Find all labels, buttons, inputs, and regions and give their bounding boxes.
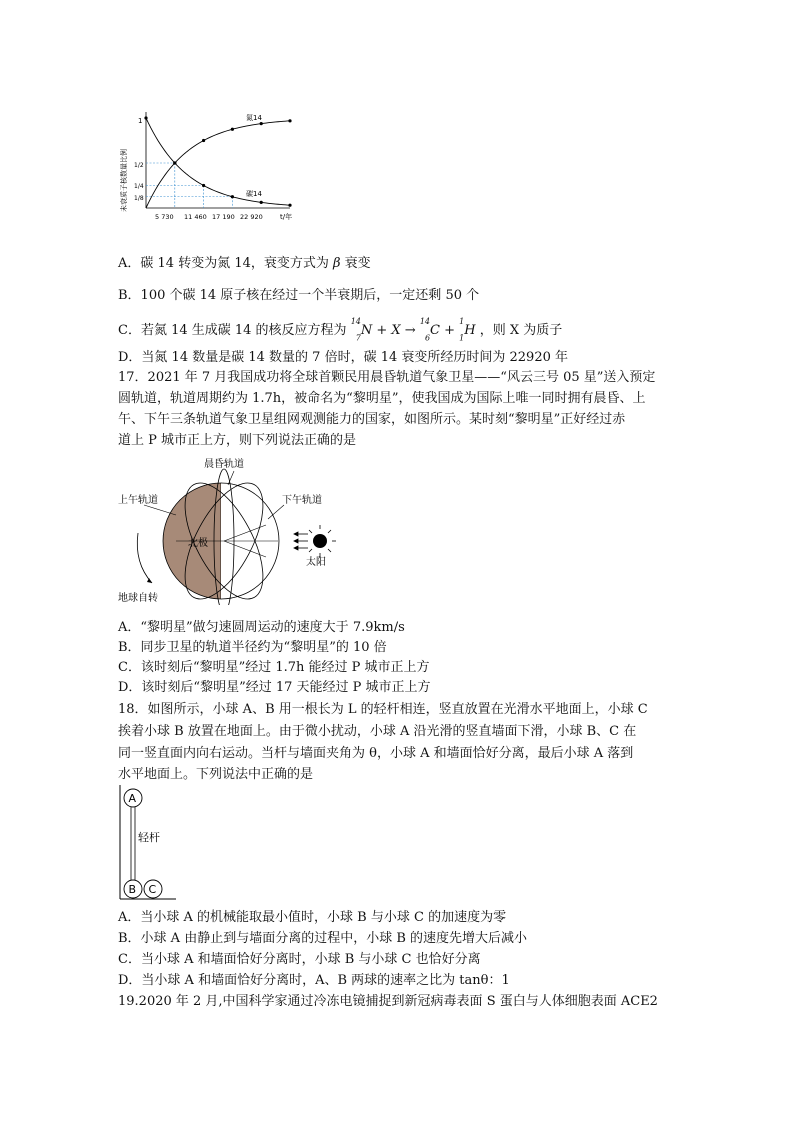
q17-option-c: C．该时刻后“黎明星”经过 1.7h 能经过 P 城市正上方: [118, 660, 430, 675]
nuclear-equation: [350, 317, 480, 343]
q18-stem-3: 同一竖直面内向右运动。当杆与墙面夹角为 θ，小球 A 和墙面恰好分离，最后小球 A 落到: [118, 746, 634, 761]
label-north-pole: 北极: [188, 538, 208, 549]
y-tick-1: 1: [138, 117, 143, 125]
q18-option-d: D．当小球 A 和墙面恰好分离时，A、B 两球的速率之比为 tanθ：1: [118, 973, 510, 988]
x-tick-3: 17 190: [212, 213, 235, 221]
series-line-1: [146, 118, 290, 205]
eq-n: N: [360, 322, 373, 338]
n-atomic-number: 7: [355, 333, 361, 343]
label-afternoon: 下午轨道: [282, 495, 322, 506]
series-1-point-3: [231, 195, 234, 198]
series-1-point-2: [202, 184, 205, 187]
rotation-arrowhead-icon: [147, 578, 152, 583]
q16-option-c-end: ，则 X 为质子: [479, 322, 563, 338]
c-atomic-number: 6: [424, 333, 431, 343]
decay-chart: [112, 104, 302, 229]
q16-option-a-end: 衰变: [344, 256, 371, 271]
series-label-n14: 氮14: [246, 114, 262, 122]
q18-option-b: B．小球 A 由静止到与墙面分离的过程中，小球 B 的速度先增大后减小: [118, 931, 528, 946]
label-sun: 太阳: [306, 557, 326, 568]
q16-option-a: [118, 256, 371, 272]
series-0-point-5: [288, 119, 291, 122]
y-tick-half: 1/2: [134, 162, 144, 169]
label-morning: 上午轨道: [118, 495, 158, 506]
x-axis-label: t/年: [280, 213, 293, 221]
x-tick-1: 5 730: [155, 213, 174, 221]
label-ball-c: C: [148, 883, 157, 896]
q19-stem-1: 19.2020 年 2 月,中国科学家通过冷冻电镜捕捉到新冠病毒表面 S 蛋白与人体细胞表面 ACE2: [118, 994, 658, 1009]
q17-stem-3: 午、下午三条轨道气象卫星组网观测能力的国家，如图所示。某时刻“黎明星”正好经过赤: [118, 412, 626, 427]
label-ball-b: B: [128, 883, 137, 896]
series-0-point-3: [231, 128, 234, 131]
series-1-point-5: [288, 204, 291, 207]
label-rod: 轻杆: [138, 831, 160, 844]
q17-stem-1: 17．2021 年 7 月我国成功将全球首颗民用晨昏轨道气象卫星——“风云三号 05 星”送入预定: [118, 370, 656, 385]
series-1-point-4: [260, 201, 263, 204]
chart-ylabel: 未衰质子核数量比例: [120, 149, 128, 212]
q18-stem-2: 挨着小球 B 放置在地面上。由于微小扰动，小球 A 沿光滑的竖直墙面下滑，小球 B、C 在: [118, 724, 637, 739]
q18-option-c: C．当小球 A 和墙面恰好分离时，小球 B 与小球 C 也恰好分离: [118, 952, 481, 967]
q17-option-a: A．“黎明星”做匀速圆周运动的速度大于 7.9km/s: [118, 620, 405, 635]
sunlight-arrows-icon: [294, 532, 308, 550]
q16-option-d: D．当氮 14 数量是碳 14 数量的 7 倍时，碳 14 衰变所经历时间为 22920 年: [118, 350, 568, 365]
q17-stem-4: 道上 P 城市正上方，则下列说法正确的是: [118, 433, 357, 448]
series-1-point-0: [144, 116, 147, 119]
eq-c: C: [430, 322, 440, 338]
beta-symbol: β: [333, 256, 341, 271]
series-line-0: [146, 121, 290, 208]
h-atomic-number: 1: [459, 333, 465, 343]
n-mass-number: 14: [350, 317, 361, 326]
series-label-c14: 碳14: [246, 190, 262, 198]
rotation-arrow-icon: [137, 533, 152, 583]
q18-stem-1: 18．如图所示，小球 A、B 用一根长为 L 的轻杆相连，竖直放置在光滑水平地面上，小球 C: [118, 702, 648, 717]
series-1-point-1: [173, 161, 176, 164]
q16-option-a-text: A．碳 14 转变为氮 14，衰变方式为: [118, 256, 329, 271]
morning-label-arrow: [144, 505, 176, 515]
eq-h: H: [464, 322, 476, 338]
q18-option-a: A．当小球 A 的机械能取最小值时，小球 B 与小球 C 的加速度为零: [118, 910, 507, 925]
c-mass-number: 14: [419, 317, 431, 326]
y-tick-quarter: 1/4: [134, 183, 144, 190]
q16-option-c-text: C．若氮 14 生成碳 14 的核反应方程为: [118, 322, 347, 338]
eq-plus2: +: [439, 322, 460, 338]
label-dawn-dusk: 晨昏轨道: [204, 459, 244, 470]
q17-option-b: B．同步卫星的轨道半径约为“黎明星”的 10 倍: [118, 640, 387, 655]
q17-stem-2: 圆轨道，轨道周期约为 1.7h，被命名为“黎明星”，使我国成为国际上唯一同时拥有晨昏、上: [118, 391, 646, 406]
sun-icon: [313, 534, 327, 548]
q16-option-c: [118, 318, 562, 343]
label-ball-a: A: [128, 792, 137, 805]
series-0-point-2: [202, 139, 205, 142]
h-mass-number: 1: [459, 317, 465, 326]
x-tick-2: 11 460: [184, 213, 207, 221]
orbit-diagram: [116, 455, 346, 605]
x-tick-4: 22 920: [240, 213, 263, 221]
label-earth-rotation: 地球自转: [118, 593, 158, 604]
q18-stem-4: 水平地面上。下列说法中正确的是: [118, 767, 314, 782]
y-tick-eighth: 1/8: [134, 195, 144, 202]
series-0-point-4: [260, 122, 263, 125]
q17-option-d: D．该时刻后“黎明星”经过 17 天能经过 P 城市正上方: [118, 680, 431, 695]
eq-plus: + X →: [372, 322, 420, 338]
q16-option-b: B．100 个碳 14 原子核在经过一个半衰期后，一定还剩 50 个: [118, 288, 480, 303]
rod-balls-diagram: [116, 785, 176, 903]
